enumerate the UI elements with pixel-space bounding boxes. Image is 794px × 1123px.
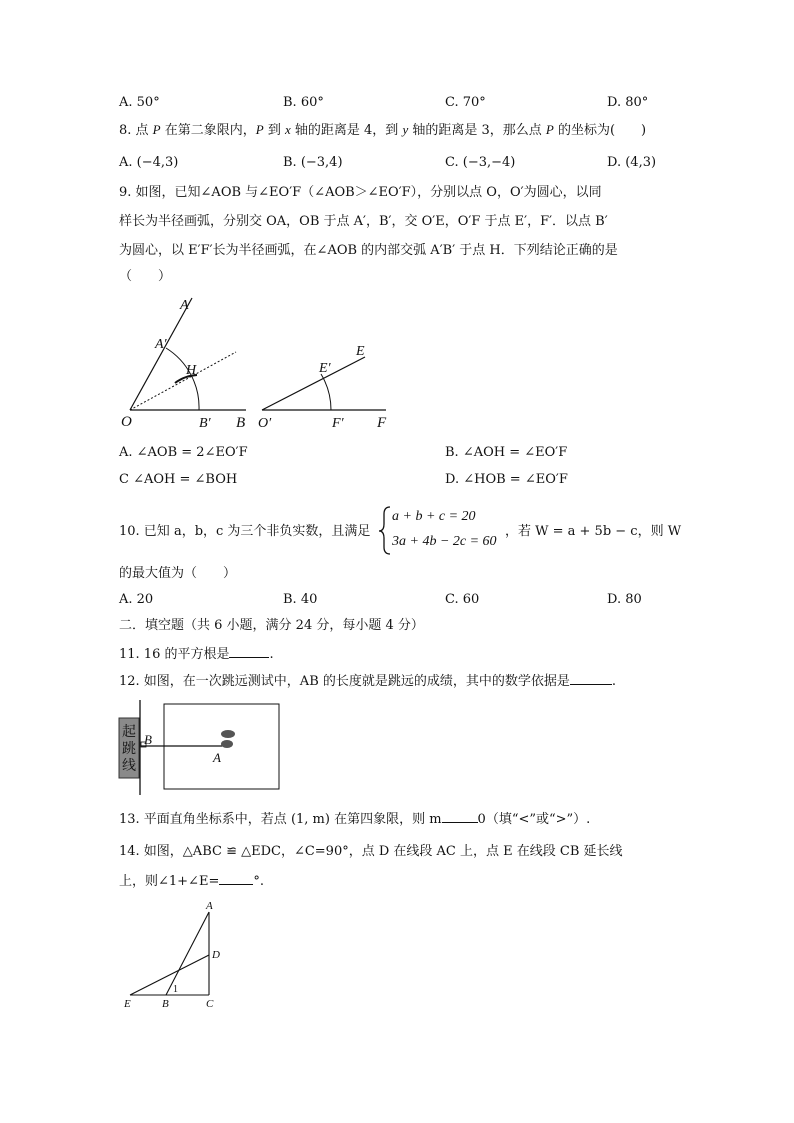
q10-stem-b: ，若 W = a + 5b − c，则 W bbox=[505, 524, 682, 539]
segment-ab bbox=[166, 912, 209, 995]
q9-stem-line2: 样长为半径画弧，分别交 OA，OB 于点 A′，B′，交 O′E，O′F 于点 E′，F′．以点 B′ bbox=[119, 214, 608, 229]
q9-stem-line1: 9. 如图，已知∠AOB 与∠EO′F（∠AOB＞∠EO′F），分别以点 O，O′为圆心，以同 bbox=[119, 185, 602, 200]
q12: 12. 如图，在一次跳远测试中，AB 的长度就是跳远的成绩，其中的数学依据是 . bbox=[119, 670, 616, 692]
label-angle-1: 1 bbox=[173, 984, 178, 995]
label-d: D bbox=[212, 949, 220, 961]
label-f-prime: F′ bbox=[332, 416, 344, 431]
label-a-prime: A′ bbox=[155, 337, 167, 352]
start-line-char-3: 线 bbox=[122, 759, 136, 774]
label-a: A bbox=[206, 900, 213, 912]
q10-equation-1: a + b + c = 20 bbox=[392, 509, 476, 524]
label-b-prime: B′ bbox=[199, 416, 211, 431]
q14-stem-line2: 上，则∠1+∠E= °. bbox=[119, 870, 264, 892]
q8-stem: 8. 点 P 在第二象限内，P 到 x 轴的距离是 4，到 y 轴的距离是 3，那么点 P 的坐标为( ) bbox=[119, 122, 647, 138]
q8-option-a: A. (−4,3) bbox=[119, 155, 179, 170]
label-a: A bbox=[180, 298, 189, 313]
label-b: B bbox=[144, 732, 152, 747]
label-h: H bbox=[186, 363, 197, 378]
label-e: E bbox=[356, 344, 365, 359]
start-line-char-2: 跳 bbox=[122, 742, 136, 757]
label-o: O bbox=[121, 414, 132, 430]
q9-option-d: D. ∠HOB = ∠EO′F bbox=[445, 472, 568, 487]
q10-stem-a: 10. 已知 a，b，c 为三个非负实数，且满足 bbox=[119, 524, 371, 539]
label-a: A bbox=[213, 750, 221, 765]
q13: 13. 平面直角坐标系中，若点 (1, m) 在第四象限，则 m 0（填“<”或“>”）. bbox=[119, 808, 590, 830]
q9-option-c: C ∠AOH = ∠BOH bbox=[119, 472, 238, 487]
q7-option-c: C. 70° bbox=[445, 95, 486, 110]
q9-stem-line3: 为圆心，以 E′F′长为半径画弧，在∠AOB 的内部交弧 A′B′ 于点 H．下列结论正确的是 bbox=[119, 243, 618, 258]
q9-stem-line4: （ ） bbox=[119, 269, 172, 284]
q7-option-d: D. 80° bbox=[607, 95, 649, 110]
label-e: E bbox=[124, 998, 131, 1010]
q7-option-a: A. 50° bbox=[119, 95, 160, 110]
section-2-heading: 二．填空题（共 6 小题，满分 24 分，每小题 4 分） bbox=[119, 618, 424, 633]
label-o-prime: O′ bbox=[258, 416, 272, 431]
q11: 11. 16 的平方根是 . bbox=[119, 643, 274, 665]
q7-option-b: B. 60° bbox=[283, 95, 324, 110]
q8-option-c: C. (−3,−4) bbox=[445, 155, 516, 170]
q10-option-c: C. 60 bbox=[445, 592, 480, 607]
start-line-char-1: 起 bbox=[122, 725, 136, 740]
q10-option-b: B. 40 bbox=[283, 592, 318, 607]
label-f: F bbox=[377, 415, 387, 431]
label-c: C bbox=[206, 998, 214, 1010]
q10-option-a: A. 20 bbox=[119, 592, 154, 607]
q9-option-a: A. ∠AOB = 2∠EO′F bbox=[119, 445, 248, 460]
q14-stem-line1: 14. 如图，△ABC ≌ △EDC，∠C=90°，点 D 在线段 AC 上，点 E 在线段 CB 延长线 bbox=[119, 844, 623, 859]
q8-option-b: B. (−3,4) bbox=[283, 155, 343, 170]
q10-option-d: D. 80 bbox=[607, 592, 642, 607]
q9-option-b: B. ∠AOH = ∠EO′F bbox=[445, 445, 568, 460]
q10-stem-c: 的最大值为（ ） bbox=[119, 566, 237, 581]
label-e-prime: E′ bbox=[319, 361, 331, 376]
label-b: B bbox=[236, 415, 246, 431]
q8-option-d: D. (4,3) bbox=[607, 155, 657, 170]
label-b: B bbox=[162, 998, 169, 1010]
q10-equation-2: 3a + 4b − 2c = 60 bbox=[392, 534, 497, 549]
